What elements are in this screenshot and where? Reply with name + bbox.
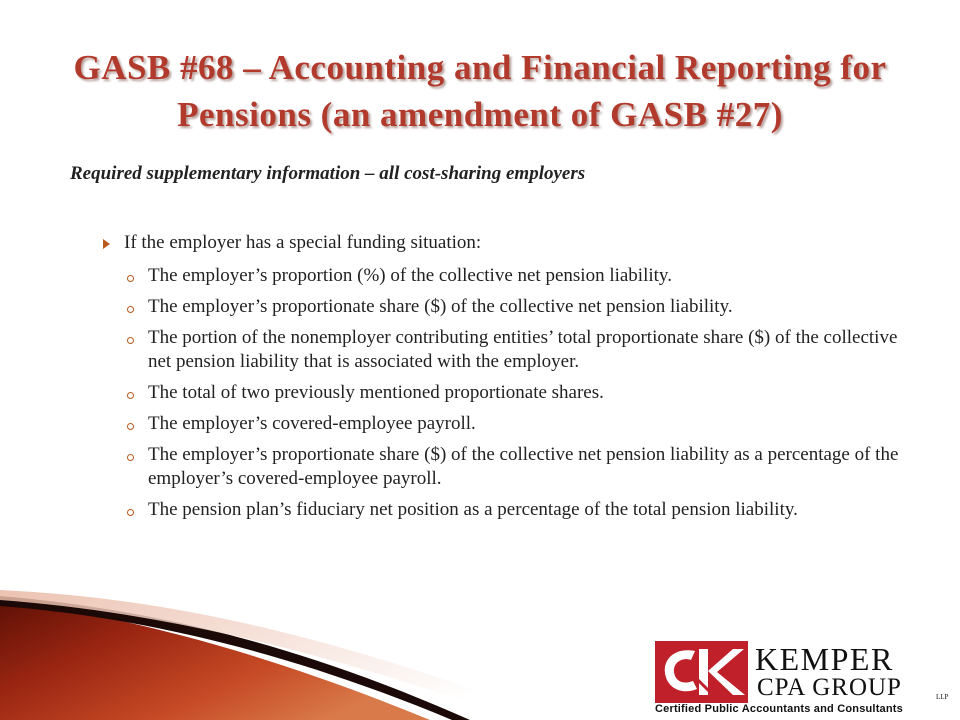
bullet-item xyxy=(103,231,903,255)
circle-bullet-icon xyxy=(127,509,134,516)
sub-bullet-text: The employer’s proportionate share ($) of the collective net pension liability. xyxy=(148,296,733,317)
sub-bullet-item xyxy=(127,264,903,288)
circle-bullet-icon xyxy=(127,275,134,282)
sub-bullet-text: The employer’s covered-employee payroll. xyxy=(148,413,476,434)
sub-bullet-item xyxy=(127,412,903,436)
sub-bullet-text: The portion of the nonemployer contributing entities’ total proportionate share ($) of the collective net pension liability that is associated with the employer. xyxy=(148,327,898,372)
logo-group: CPA GROUP xyxy=(757,674,902,701)
sub-bullet-item xyxy=(127,498,903,522)
logo-tagline: Certified Public Accountants and Consultants xyxy=(655,703,903,715)
kemper-ck-logo-icon xyxy=(655,641,748,703)
sub-bullet-text: The pension plan’s fiduciary net position as a percentage of the total pension liability. xyxy=(148,499,798,520)
sub-bullet-text: The employer’s proportionate share ($) of the collective net pension liability as a percentage of the employer’s covered-employee payroll. xyxy=(148,444,899,489)
circle-bullet-icon xyxy=(127,454,134,461)
sub-bullet-item xyxy=(127,443,903,491)
slide-subheading: Required supplementary information – all cost-sharing employers xyxy=(70,163,586,184)
bullet-text: If the employer has a special funding situation: xyxy=(124,232,482,253)
sub-bullet-item xyxy=(127,295,903,319)
arrow-bullet-icon xyxy=(103,239,110,249)
sub-bullet-text: The total of two previously mentioned proportionate shares. xyxy=(148,382,604,403)
circle-bullet-icon xyxy=(127,337,134,344)
sub-bullet-item xyxy=(127,381,903,405)
sub-bullet-item xyxy=(127,326,903,374)
logo-suffix: LLP xyxy=(936,693,949,701)
bullet-list xyxy=(103,231,903,529)
circle-bullet-icon xyxy=(127,423,134,430)
logo-name: KEMPER xyxy=(755,641,894,677)
circle-bullet-icon xyxy=(127,392,134,399)
slide-title: GASB #68 – Accounting and Financial Reporting for Pensions (an amendment of GASB #27) xyxy=(73,48,887,134)
company-logo xyxy=(655,641,955,715)
circle-bullet-icon xyxy=(127,306,134,313)
sub-bullet-text: The employer’s proportion (%) of the collective net pension liability. xyxy=(148,265,672,286)
